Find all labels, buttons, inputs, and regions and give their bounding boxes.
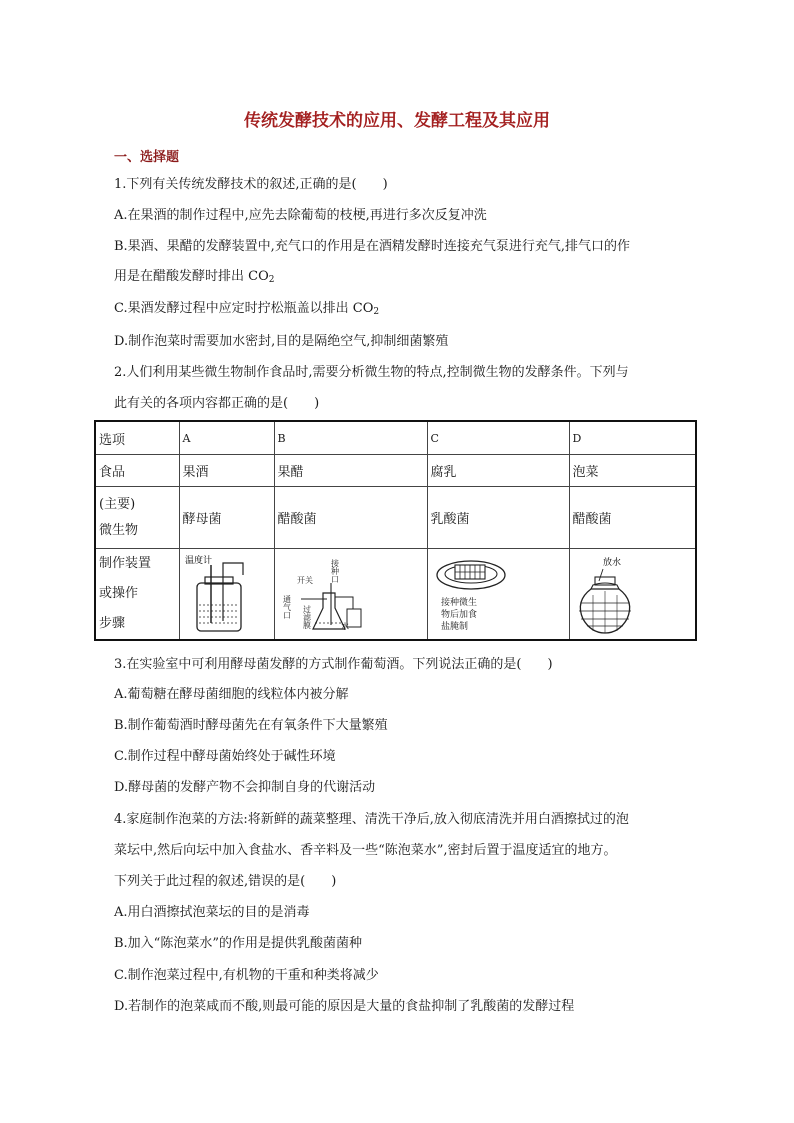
table-row-options	[95, 421, 696, 455]
q4-option-d: D.若制作的泡菜咸而不酸,则最可能的原因是大量的食盐抑制了乳酸菌的发酵过程	[114, 999, 575, 1014]
q1-option-b-line2: 用是在醋酸发酵时排出 $CO_2$	[114, 269, 275, 285]
q1-stem: 1.下列有关传统发酵技术的叙述,正确的是( )	[114, 177, 388, 192]
filter-label: 过滤膜	[302, 605, 311, 629]
pickle-jar-figure	[573, 553, 663, 635]
thermometer-label: 温度计	[184, 556, 212, 566]
page-title: 传统发酵技术的应用、发酵工程及其应用	[244, 111, 550, 131]
switch-label: 开关	[296, 576, 313, 585]
row-label-option: 选项	[95, 421, 179, 455]
q2-stem-line1: 2.人们利用某些微生物制作食品时,需要分析微生物的特点,控制微生物的发酵条件。下列与	[114, 365, 629, 380]
device-d-cell	[569, 549, 696, 641]
option-b-header: B	[274, 421, 427, 455]
q4-stem-line1: 4.家庭制作泡菜的方法:将新鲜的蔬菜整理、清洗干净后,放入彻底清洗并用白酒擦拭过的泡	[114, 812, 629, 827]
q3-option-d: D.酵母菌的发酵产物不会抑制自身的代谢活动	[114, 780, 376, 795]
q1-option-d: D.制作泡菜时需要加水密封,目的是隔绝空气,抑制细菌繁殖	[114, 334, 449, 349]
microbe-b: 醋酸菌	[274, 487, 427, 549]
device-a-cell	[179, 549, 274, 641]
inlet-label: 通气口	[282, 595, 291, 619]
q4-option-c: C.制作泡菜过程中,有机物的干重和种类将减少	[114, 968, 379, 983]
q4-stem-line2: 菜坛中,然后向坛中加入食盐水、香辛料及一些“陈泡菜水”,密封后置于温度适宜的地方。	[114, 843, 617, 858]
table-row-device	[95, 549, 696, 641]
microbe-c: 乳酸菌	[427, 487, 569, 549]
option-c-header: C	[427, 421, 569, 455]
option-a-header: A	[179, 421, 274, 455]
option-d-header: D	[569, 421, 696, 455]
q3-option-a: A.葡萄糖在酵母菌细胞的线粒体内被分解	[114, 687, 349, 702]
q1-option-a: A.在果酒的制作过程中,应先去除葡萄的枝梗,再进行多次反复冲洗	[114, 208, 487, 223]
food-c: 腐乳	[427, 455, 569, 487]
q3-option-b: B.制作葡萄酒时酵母菌先在有氧条件下大量繁殖	[114, 718, 388, 733]
caption-line-2: 物后加食	[440, 610, 477, 620]
q4-option-b: B.加入“陈泡菜水”的作用是提供乳酸菌菌种	[114, 936, 362, 951]
microbe-d: 醋酸菌	[569, 487, 696, 549]
device-b-cell	[274, 549, 427, 641]
q3-option-c: C.制作过程中酵母菌始终处于碱性环境	[114, 749, 336, 764]
fermentation-flask-figure	[278, 553, 378, 635]
row-label-microbe: (主要) 微生物	[95, 487, 179, 549]
caption-line-1: 接种微生	[440, 598, 477, 608]
q1-option-b-line1: B.果酒、果醋的发酵装置中,充气口的作用是在酒精发酵时连接充气泵进行充气,排气口的作	[114, 239, 630, 254]
caption-line-3: 盐腌制	[440, 622, 468, 632]
microbe-a: 酵母菌	[179, 487, 274, 549]
device-c-cell	[427, 549, 569, 641]
row-label-food: 食品	[95, 455, 179, 487]
section-heading: 一、选择题	[114, 150, 180, 165]
options-table	[94, 420, 697, 641]
q1-option-c: C.果酒发酵过程中应定时拧松瓶盖以排出 $CO_2$	[114, 301, 380, 317]
table-row-food	[95, 455, 696, 487]
port-label: 接种口	[330, 559, 339, 583]
drain-water-label: 放水	[602, 558, 621, 568]
water-label: 水	[340, 622, 349, 631]
tofu-plate-figure	[431, 553, 521, 635]
fermentation-bottle-figure	[183, 553, 273, 635]
food-d: 泡菜	[569, 455, 696, 487]
q2-stem-line2: 此有关的各项内容都正确的是( )	[114, 396, 320, 411]
q4-stem-line3: 下列关于此过程的叙述,错误的是( )	[114, 874, 337, 889]
table-row-microbe	[95, 487, 696, 549]
food-a: 果酒	[179, 455, 274, 487]
row-label-device: 制作装置 或操作 步骤	[95, 549, 179, 641]
q3-stem: 3.在实验室中可利用酵母菌发酵的方式制作葡萄酒。下列说法正确的是( )	[114, 657, 553, 672]
q4-option-a: A.用白酒擦拭泡菜坛的目的是消毒	[114, 905, 310, 920]
food-b: 果醋	[274, 455, 427, 487]
